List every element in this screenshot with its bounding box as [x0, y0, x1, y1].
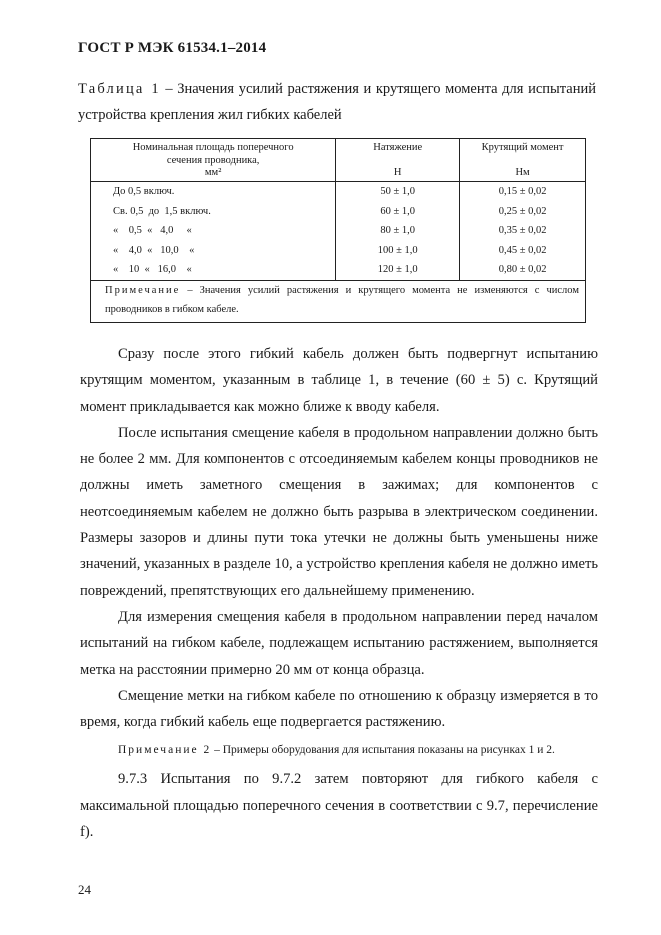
header-cross-section [91, 139, 336, 182]
standard-header: ГОСТ Р МЭК 61534.1–2014 [78, 40, 267, 56]
table-caption-text: – Значения усилий растяжения и крутящего момента для испытаний устройства крепления жил гибких кабелей [78, 81, 596, 123]
header-torque [460, 139, 586, 182]
header-cross-section-title: Номинальная площадь поперечного сечения проводника, [132, 142, 294, 166]
note-2 [80, 739, 598, 761]
paragraph-9-7-3: 9.7.3 Испытания по 9.7.2 затем повторяют для гибкого кабеля с максимальной площадью поперечного сечения в соответствии с 9.7, перечисление f). [80, 771, 598, 841]
header-tension-title: Натяжение [373, 142, 423, 153]
cell-tension: 80 ± 1,0 [336, 221, 460, 241]
cell-torque: 0,15 ± 0,02 [460, 182, 586, 202]
cell-section: До 0,5 включ. [91, 182, 336, 202]
values-table [90, 138, 586, 323]
cell-torque: 0,25 ± 0,02 [460, 202, 586, 222]
table-note [91, 280, 586, 322]
table-row [91, 241, 586, 261]
paragraph-displacement: После испытания смещение кабеля в продольном направлении должно быть не более 2 мм. Для компонентов с отсоединяемым кабелем концы проводников не должны иметь заметного смещения в зажимах; для компонентов с неотсоединяемым кабелем не должно быть разрыва в электрическом соединении. Размеры зазоров и длины пути тока утечки не должны быть уменьшены ниже значений, указанных в разделе 10, а устройство крепления кабеля не должно иметь повреждений, препятствующих его дальнейшему применению. [80, 424, 598, 599]
note-2-text: – Примеры оборудования для испытания показаны на рисунках 1 и 2. [211, 744, 555, 757]
table-note-text: – Значения усилий растяжения и крутящего момента не изменяются с числом проводников в гибком кабеле. [105, 284, 579, 315]
paragraph-marking: Для измерения смещения кабеля в продольном направлении перед началом испытаний на гибком кабеле, подлежащем испытанию растяжением, выполняется метка на расстоянии примерно 20 мм от конца образца. [80, 608, 598, 678]
cell-tension: 100 ± 1,0 [336, 241, 460, 261]
cell-section: « 4,0 « 10,0 « [91, 241, 336, 261]
paragraph-measurement: Смещение метки на гибком кабеле по отношению к образцу измеряется в то время, когда гибкий кабель еще подвергается растяжению. [80, 687, 598, 731]
table-row [91, 182, 586, 202]
table-row [91, 221, 586, 241]
body-text [80, 341, 598, 845]
header-torque-unit: Нм [515, 167, 530, 178]
cell-section: « 0,5 « 4,0 « [91, 221, 336, 241]
table-row [91, 202, 586, 222]
table-note-label: Примечание [105, 284, 181, 296]
header-cross-section-unit: мм² [204, 167, 222, 178]
cell-tension: 120 ± 1,0 [336, 260, 460, 280]
cell-torque: 0,35 ± 0,02 [460, 221, 586, 241]
cell-tension: 50 ± 1,0 [336, 182, 460, 202]
cell-section: « 10 « 16,0 « [91, 260, 336, 280]
note-2-label: Примечание 2 [118, 744, 212, 757]
header-tension-unit: Н [393, 167, 402, 178]
header-torque-title: Крутящий момент [481, 142, 564, 153]
header-tension [336, 139, 460, 182]
table-caption [78, 76, 596, 128]
cell-torque: 0,80 ± 0,02 [460, 260, 586, 280]
cell-section: Св. 0,5 до 1,5 включ. [91, 202, 336, 222]
page-number: 24 [78, 882, 91, 897]
table-caption-label: Таблица 1 [78, 81, 161, 97]
cell-torque: 0,45 ± 0,02 [460, 241, 586, 261]
paragraph-torque-test: Сразу после этого гибкий кабель должен быть подвергнут испытанию крутящим моментом, указанным в таблице 1, в течение (60 ± 5) с. Крутящий момент прикладывается как можно ближе к вводу кабеля. [80, 346, 598, 415]
cell-tension: 60 ± 1,0 [336, 202, 460, 222]
table-row [91, 260, 586, 280]
